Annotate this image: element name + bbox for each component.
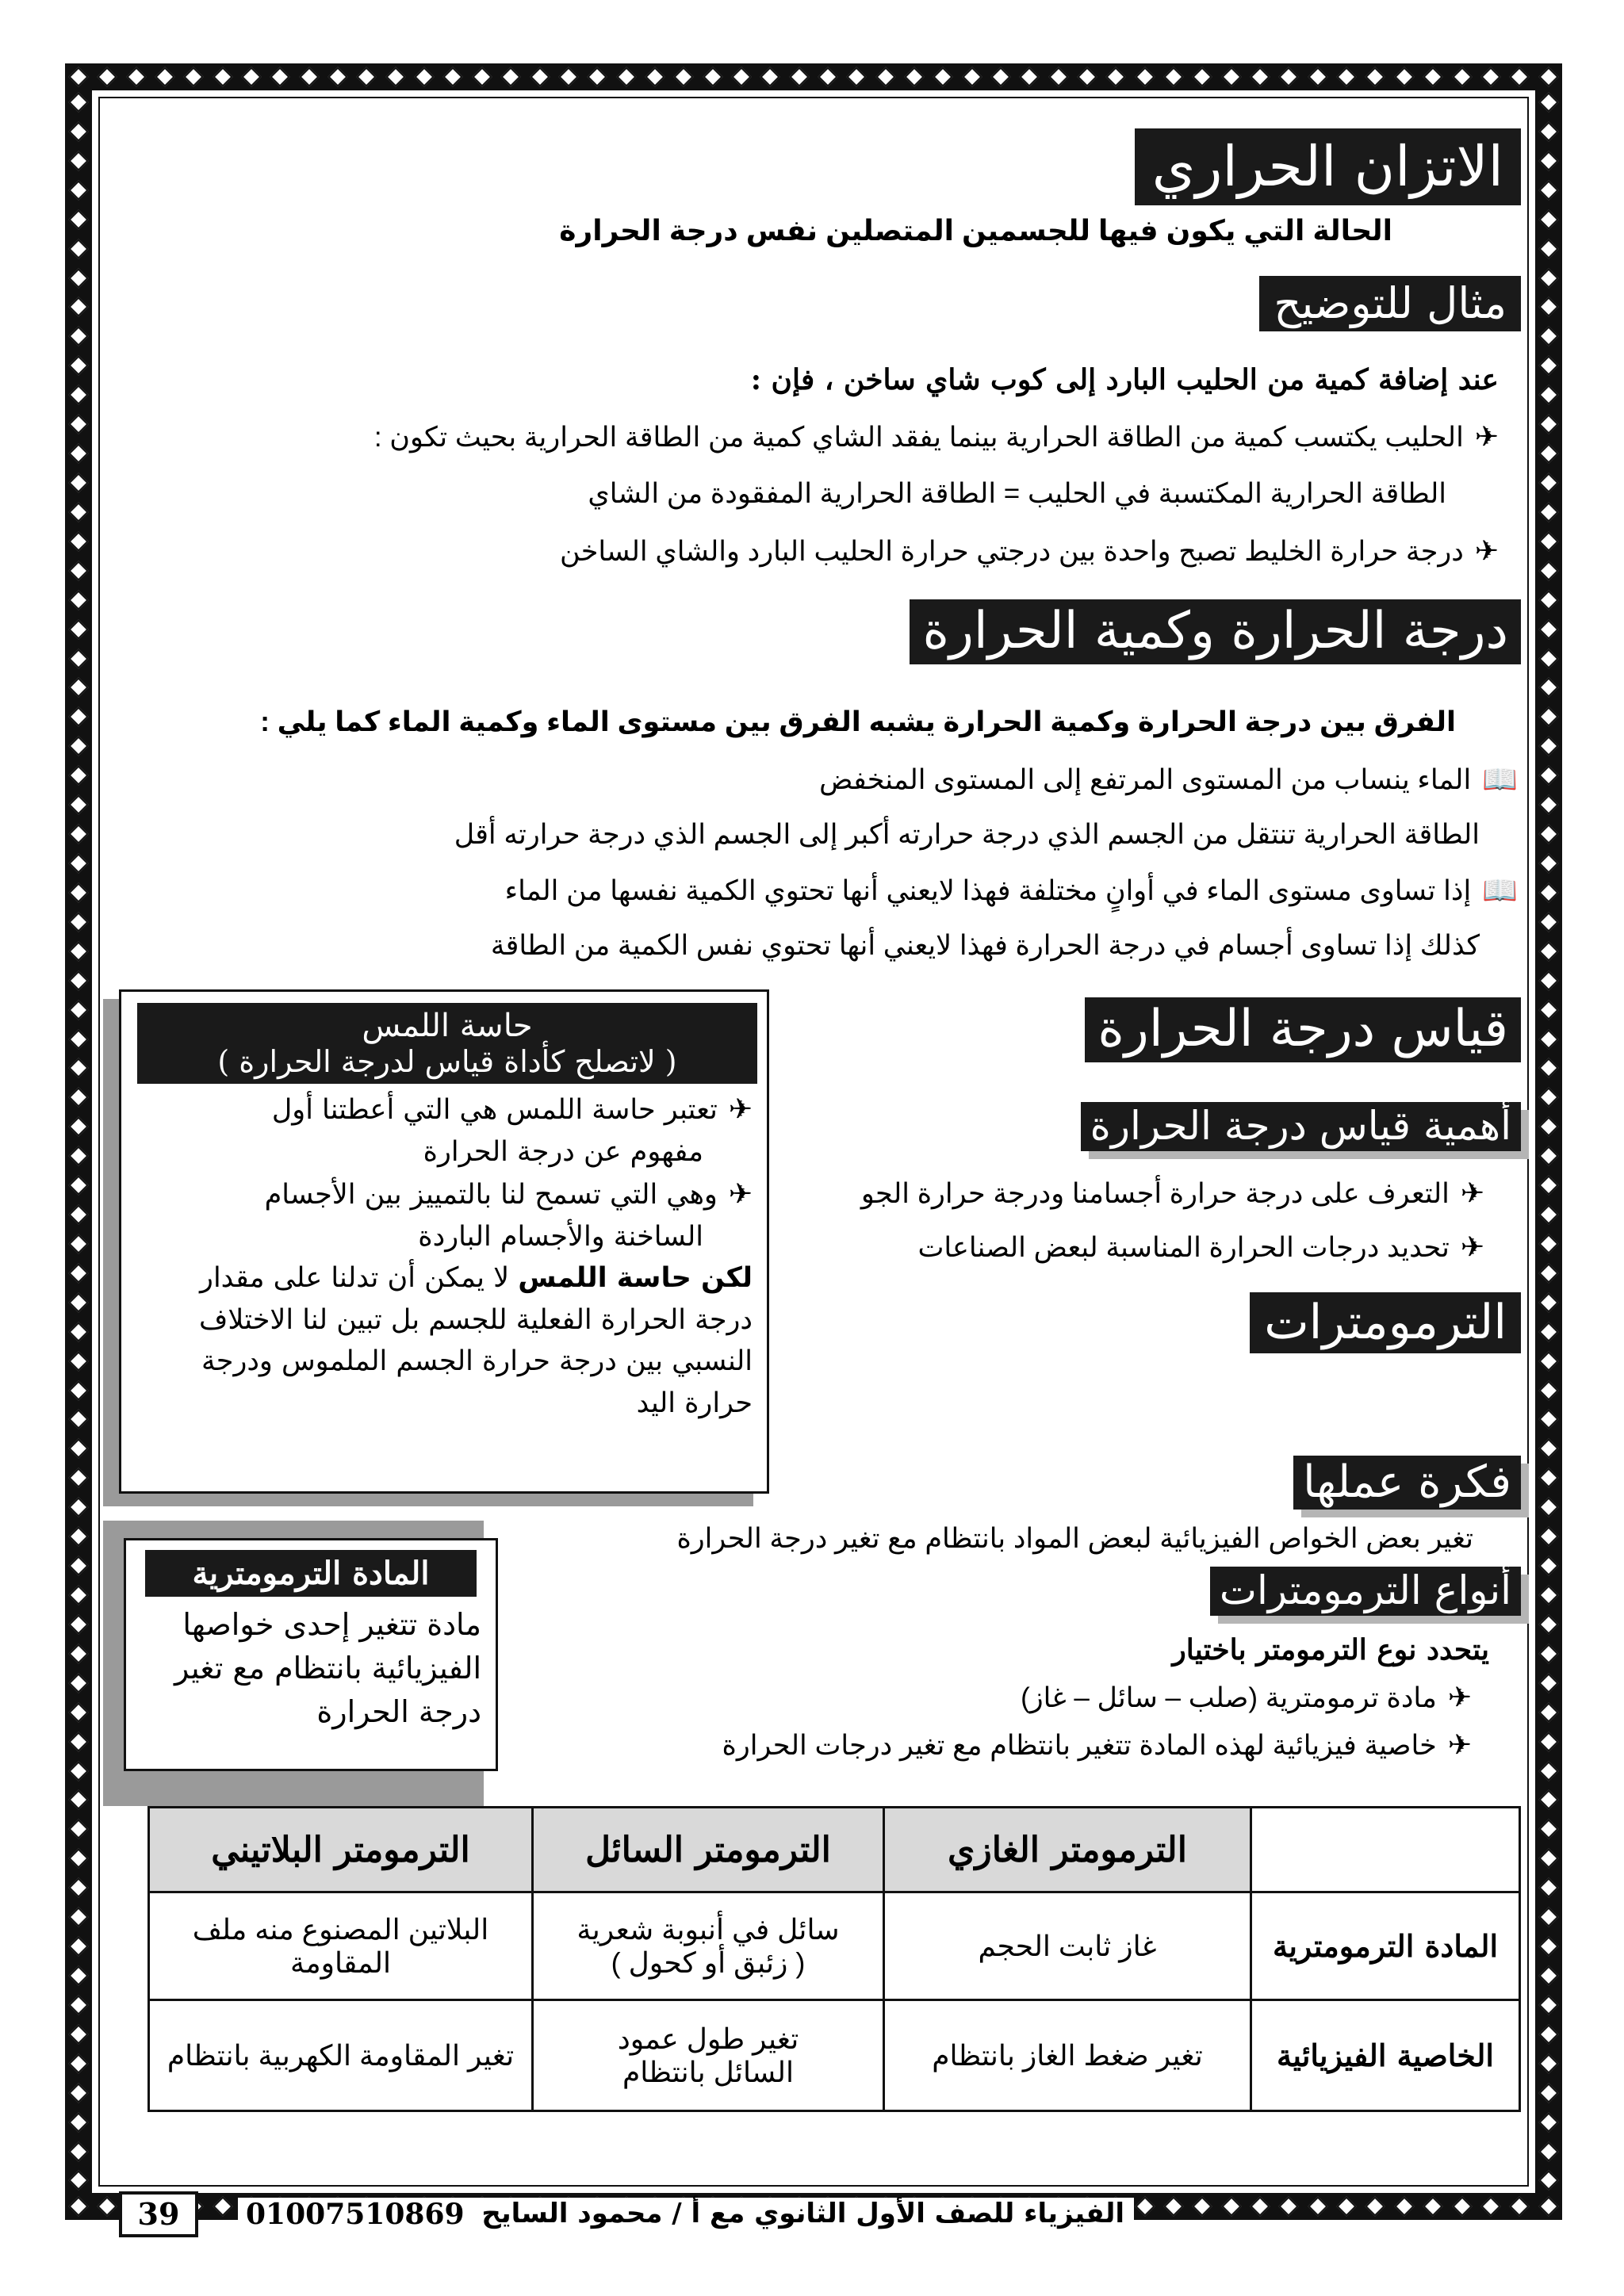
- border-diamond: [1538, 297, 1558, 317]
- border-diamond: [443, 67, 463, 86]
- table-header-platinum: الترمومتر البلاتيني: [149, 1808, 533, 1892]
- table-row-label: الخاصية الفيزيائية: [1251, 2000, 1520, 2111]
- border-diamond: [1221, 67, 1241, 86]
- border-diamond: [1538, 824, 1558, 844]
- heading-thermometers: الترمومترات: [1250, 1292, 1521, 1353]
- border-diamond: [68, 1468, 88, 1488]
- border-diamond: [68, 1146, 88, 1165]
- border-diamond: [68, 707, 88, 727]
- border-diamond: [1250, 2196, 1270, 2216]
- border-diamond: [1538, 590, 1558, 610]
- border-diamond: [1538, 1849, 1558, 1869]
- border-diamond: [68, 590, 88, 610]
- border-diamond: [68, 824, 88, 844]
- border-diamond: [1538, 92, 1558, 112]
- heading-thermometer-types: أنواع الترمومترات: [1210, 1567, 1521, 1616]
- thermometric-material-box: [124, 1538, 498, 1771]
- border-diamond: [1538, 1556, 1558, 1575]
- border-diamond: [1480, 2196, 1500, 2216]
- border-diamond: [68, 678, 88, 698]
- airplane-icon: ✈: [1474, 420, 1499, 453]
- border-diamond: [68, 1965, 88, 1985]
- border-diamond: [1538, 678, 1558, 698]
- border-diamond: [68, 1585, 88, 1605]
- border-diamond: [789, 67, 809, 86]
- border-diamond: [1538, 1820, 1558, 1839]
- airplane-icon: ✈: [1460, 1230, 1484, 1263]
- material-box-title: المادة الترمومترية: [145, 1550, 477, 1597]
- border-diamond: [1394, 2196, 1414, 2216]
- border-diamond: [1336, 67, 1356, 86]
- border-diamond: [68, 268, 88, 288]
- border-diamond: [1538, 209, 1558, 229]
- border-diamond: [68, 649, 88, 668]
- border-diamond: [1538, 1614, 1558, 1634]
- border-diamond: [1452, 2196, 1472, 2216]
- border-diamond: [241, 67, 261, 86]
- border-diamond: [68, 356, 88, 376]
- border-diamond: [1480, 67, 1500, 86]
- border-diamond: [68, 209, 88, 229]
- border-diamond: [1163, 2196, 1183, 2216]
- touch-item-2-cont: الساخنة والأجسام الباردة: [418, 1220, 703, 1253]
- temp-heat-point-1-cont: الطاقة الحرارية تنتقل من الجسم الذي درجة حرارته أكبر إلى الجسم الذي درجة حرارته أقل: [454, 819, 1480, 850]
- border-diamond: [68, 1702, 88, 1722]
- border-diamond: [68, 1526, 88, 1546]
- border-diamond: [68, 1820, 88, 1839]
- border-diamond: [673, 67, 693, 86]
- border-diamond: [1538, 356, 1558, 376]
- border-diamond: [1279, 67, 1299, 86]
- border-diamond: [68, 765, 88, 785]
- border-diamond: [818, 67, 837, 86]
- border-diamond: [68, 121, 88, 141]
- border-diamond: [68, 561, 88, 580]
- table-cell: تغير طول عمود السائل بانتظام: [533, 2000, 884, 2111]
- border-diamond: [1538, 1790, 1558, 1810]
- example-intro: عند إضافة كمية من الحليب البارد إلى كوب شاي ساخن ، فإن :: [750, 363, 1499, 396]
- page-content: [103, 103, 1521, 2188]
- border-diamond: [1538, 853, 1558, 873]
- border-diamond: [1538, 649, 1558, 668]
- border-diamond: [990, 67, 1010, 86]
- border-diamond: [1423, 2196, 1442, 2216]
- border-diamond: [213, 67, 232, 86]
- border-diamond: [1538, 180, 1558, 200]
- border-diamond: [500, 67, 520, 86]
- border-diamond: [1538, 1322, 1558, 1341]
- thermometer-choice-1: ✈مادة ترمومترية (صلب – سائل – غاز): [1021, 1679, 1472, 1716]
- border-diamond: [68, 473, 88, 492]
- border-diamond: [1538, 385, 1558, 404]
- footer: [103, 2195, 1134, 2242]
- border-diamond: [68, 1498, 88, 1517]
- heading-temp-heat: درجة الحرارة وكمية الحرارة: [910, 599, 1521, 664]
- border-diamond: [616, 67, 636, 86]
- border-diamond: [1221, 2196, 1241, 2216]
- border-diamond: [68, 1849, 88, 1869]
- border-diamond: [68, 327, 88, 346]
- material-line-1: مادة تتغير إحدى خواصها: [182, 1607, 481, 1642]
- airplane-icon: ✈: [728, 1093, 753, 1126]
- border-diamond: [155, 67, 174, 86]
- border-diamond: [68, 2196, 88, 2216]
- table-cell: تغير ضغط الغاز بانتظام: [884, 2000, 1251, 2111]
- border-diamond: [1365, 2196, 1385, 2216]
- border-diamond: [731, 67, 751, 86]
- border-diamond: [68, 414, 88, 434]
- table-cell: البلاتين المصنوع منه ملف المقاومة: [149, 1892, 533, 2000]
- border-diamond: [1538, 1995, 1558, 2015]
- touch-note-4: حرارة اليد: [636, 1387, 753, 1419]
- border-diamond: [68, 2053, 88, 2073]
- border-diamond: [1538, 1702, 1558, 1722]
- border-diamond: [1538, 1204, 1558, 1224]
- touch-item-1: ✈تعتبر حاسة اللمس هي التي أعطتنا أول: [139, 1089, 753, 1131]
- border-diamond: [1538, 1526, 1558, 1546]
- border-diamond: [1538, 1410, 1558, 1429]
- border-diamond: [1538, 2024, 1558, 2044]
- border-diamond: [68, 1995, 88, 2015]
- border-diamond: [1538, 2083, 1558, 2103]
- border-diamond: [1452, 67, 1472, 86]
- border-diamond: [1193, 67, 1212, 86]
- border-diamond: [68, 970, 88, 990]
- border-diamond: [1106, 67, 1126, 86]
- border-diamond: [1538, 327, 1558, 346]
- border-diamond: [1538, 1029, 1558, 1049]
- book-icon: 📖: [1482, 763, 1518, 795]
- border-diamond: [472, 67, 492, 86]
- border-diamond: [1048, 67, 1068, 86]
- border-diamond: [1538, 882, 1558, 902]
- border-diamond: [68, 1292, 88, 1312]
- touch-item-2: ✈وهي التي تسمح لنا بالتمييز بين الأجسام: [139, 1173, 753, 1216]
- border-diamond: [68, 180, 88, 200]
- material-line-2: الفيزيائية بانتظام مع تغير: [174, 1651, 481, 1686]
- border-diamond: [1538, 1263, 1558, 1283]
- border-diamond: [1538, 1117, 1558, 1137]
- touch-sense-box: [119, 989, 769, 1494]
- border-diamond: [68, 853, 88, 873]
- border-diamond: [68, 737, 88, 756]
- airplane-icon: ✈: [1460, 1177, 1484, 1209]
- border-diamond: [1538, 737, 1558, 756]
- thermometer-choice-2: ✈خاصية فيزيائية لهذه المادة تتغير بانتظام مع تغير درجات الحرارة: [722, 1727, 1472, 1764]
- heading-importance: أهمية قياس درجة الحرارة: [1081, 1102, 1521, 1151]
- border-diamond: [587, 67, 607, 86]
- temp-heat-point-2-cont: كذلك إذا تساوى أجسام في درجة الحرارة فهذا لايعني أنها تحتوي نفس الكمية من الطاقة: [490, 930, 1480, 961]
- border-diamond: [645, 67, 665, 86]
- heading-measure-temp: قياس درجة الحرارة: [1085, 997, 1521, 1062]
- border-diamond: [98, 67, 117, 86]
- border-diamond: [1538, 531, 1558, 551]
- touch-note: لكن حاسة اللمس لا يمكن أن تدلنا على مقدار: [200, 1262, 753, 1294]
- temp-heat-point-1: 📖الماء ينساب من المستوى المرتفع إلى المستوى المنخفض: [819, 761, 1518, 798]
- border-diamond: [68, 2171, 88, 2191]
- thermometer-choice-title: يتحدد نوع الترمومتر باختيار: [1172, 1633, 1489, 1667]
- border-diamond: [1538, 1498, 1558, 1517]
- border-diamond: [68, 1000, 88, 1020]
- border-diamond: [68, 1439, 88, 1459]
- border-diamond: [1538, 268, 1558, 288]
- border-diamond: [1163, 67, 1183, 86]
- border-diamond: [1538, 2171, 1558, 2191]
- border-diamond: [1538, 151, 1558, 170]
- border-diamond: [1538, 121, 1558, 141]
- border-diamond: [68, 619, 88, 639]
- border-diamond: [68, 1204, 88, 1224]
- border-diamond: [68, 1761, 88, 1781]
- border-diamond: [68, 1175, 88, 1195]
- material-line-3: درجة الحرارة: [316, 1694, 481, 1730]
- border-diamond: [1538, 1965, 1558, 1985]
- heading-working-idea: فكرة عملها: [1293, 1456, 1521, 1510]
- importance-item-2: ✈تحديد درجات الحرارة المناسبة لبعض الصناعات: [917, 1229, 1484, 1266]
- border-diamond: [68, 1117, 88, 1137]
- touch-box-title: حاسة اللمس ( لاتصلح كأداة قياس لدرجة الحرارة ): [137, 1003, 757, 1084]
- border-diamond: [1423, 67, 1442, 86]
- border-diamond: [68, 1234, 88, 1253]
- table-header-empty: [1251, 1808, 1520, 1892]
- border-diamond: [68, 239, 88, 258]
- border-diamond: [68, 882, 88, 902]
- border-diamond: [68, 2024, 88, 2044]
- example-bullet-1-cont: الطاقة الحرارية المكتسبة في الحليب = الطاقة الحرارية المفقودة من الشاي: [588, 478, 1446, 509]
- border-diamond: [1538, 1292, 1558, 1312]
- definition-thermal-equilibrium: الحالة التي يكون فيها للجسمين المتصلين نفس درجة الحرارة: [559, 214, 1392, 247]
- border-diamond: [1020, 67, 1040, 86]
- border-diamond: [68, 385, 88, 404]
- touch-item-1-cont: مفهوم عن درجة الحرارة: [423, 1136, 703, 1168]
- border-diamond: [904, 67, 924, 86]
- border-diamond: [1308, 2196, 1327, 2216]
- border-diamond: [68, 92, 88, 112]
- border-diamond: [68, 1322, 88, 1341]
- border-diamond: [1538, 502, 1558, 522]
- border-diamond: [414, 67, 434, 86]
- border-diamond: [1538, 1468, 1558, 1488]
- border-diamond: [875, 67, 895, 86]
- border-diamond: [1538, 67, 1558, 86]
- border-diamond: [1538, 1585, 1558, 1605]
- border-diamond: [1077, 67, 1097, 86]
- airplane-icon: ✈: [1474, 534, 1499, 567]
- table-row: [149, 1892, 1520, 2000]
- border-diamond: [962, 67, 982, 86]
- border-diamond: [357, 67, 377, 86]
- border-diamond: [1538, 765, 1558, 785]
- border-diamond: [385, 67, 405, 86]
- border-diamond: [1538, 1673, 1558, 1693]
- border-diamond: [1538, 239, 1558, 258]
- table-row-label: المادة الترمومترية: [1251, 1892, 1520, 2000]
- border-diamond: [1538, 619, 1558, 639]
- border-diamond: [68, 297, 88, 317]
- border-diamond: [1538, 970, 1558, 990]
- border-diamond: [1538, 1351, 1558, 1371]
- border-diamond: [847, 67, 867, 86]
- table-cell: سائل في أنبوبة شعرية ( زئبق أو كحول ): [533, 1892, 884, 2000]
- border-diamond: [1538, 1761, 1558, 1781]
- example-bullet-1: ✈الحليب يكتسب كمية من الطاقة الحرارية بينما يفقد الشاي كمية من الطاقة الحرارية بحيث تكون :: [374, 419, 1499, 456]
- border-diamond: [68, 151, 88, 170]
- border-diamond: [933, 67, 953, 86]
- border-diamond: [327, 67, 347, 86]
- table-cell: تغير المقاومة الكهربية بانتظام: [149, 2000, 533, 2111]
- border-diamond: [68, 1058, 88, 1078]
- border-diamond: [270, 67, 290, 86]
- border-diamond: [760, 67, 780, 86]
- page-number: 39: [119, 2191, 198, 2237]
- border-diamond: [1538, 1175, 1558, 1195]
- airplane-icon: ✈: [1447, 1681, 1472, 1713]
- table-header-row: [149, 1808, 1520, 1892]
- airplane-icon: ✈: [728, 1177, 753, 1211]
- touch-note-2: درجة الحرارة الفعلية للجسم بل تبين لنا الاختلاف: [199, 1303, 753, 1336]
- border-diamond: [68, 941, 88, 961]
- border-diamond: [1509, 2196, 1529, 2216]
- border-diamond: [1279, 2196, 1299, 2216]
- border-diamond: [68, 912, 88, 932]
- border-diamond: [68, 1673, 88, 1693]
- border-diamond: [68, 1380, 88, 1400]
- border-diamond: [530, 67, 550, 86]
- border-diamond: [1538, 1907, 1558, 1927]
- border-diamond: [68, 1351, 88, 1371]
- border-diamond: [1538, 443, 1558, 463]
- border-diamond: [1394, 67, 1414, 86]
- table-header-gas: الترمومتر الغازي: [884, 1808, 1251, 1892]
- border-diamond: [68, 1878, 88, 1898]
- border-diamond: [1538, 1380, 1558, 1400]
- border-diamond: [1538, 794, 1558, 814]
- working-idea-text: تغير بعض الخواص الفيزيائية لبعض المواد بانتظام مع تغير درجة الحرارة: [676, 1523, 1473, 1554]
- footer-author-text: الفيزياء للصف الأول الثانوي مع أ / محمود السايح: [472, 2198, 1134, 2229]
- border-diamond: [68, 531, 88, 551]
- border-diamond: [1538, 2112, 1558, 2132]
- border-diamond: [1538, 1000, 1558, 1020]
- border-diamond: [68, 1263, 88, 1283]
- border-diamond: [68, 1029, 88, 1049]
- border-diamond: [68, 1088, 88, 1108]
- border-diamond: [68, 1410, 88, 1429]
- table-row: [149, 2000, 1520, 2111]
- border-diamond: [68, 443, 88, 463]
- border-diamond: [1538, 707, 1558, 727]
- border-diamond: [1538, 941, 1558, 961]
- border-diamonds-top: [71, 63, 1556, 90]
- temp-heat-intro: الفرق بين درجة الحرارة وكمية الحرارة يشبه الفرق بين مستوى الماء وكمية الماء كما يلي :: [260, 706, 1456, 737]
- border-diamond: [558, 67, 578, 86]
- footer-phone: 01007510869: [238, 2198, 473, 2231]
- border-diamond: [1538, 1644, 1558, 1663]
- border-diamond: [1538, 473, 1558, 492]
- border-diamond: [68, 2083, 88, 2103]
- border-diamond: [184, 67, 204, 86]
- example-bullet-2: ✈درجة حرارة الخليط تصبح واحدة بين درجتي حرارة الحليب البارد والشاي الساخن: [560, 533, 1499, 570]
- heading-thermal-equilibrium: الاتزان الحراري: [1135, 128, 1521, 205]
- border-diamond: [1135, 67, 1155, 86]
- border-diamond: [1538, 1234, 1558, 1253]
- heading-example: مثال للتوضيح: [1259, 276, 1521, 331]
- border-diamond: [68, 2112, 88, 2132]
- border-diamond: [1538, 1936, 1558, 1956]
- border-diamonds-left: [65, 95, 92, 2188]
- border-diamond: [1538, 1732, 1558, 1751]
- border-diamond: [68, 794, 88, 814]
- border-diamond: [1538, 1146, 1558, 1165]
- border-diamond: [68, 1556, 88, 1575]
- border-diamond: [68, 1614, 88, 1634]
- border-diamond: [1538, 1878, 1558, 1898]
- border-diamond: [1336, 2196, 1356, 2216]
- border-diamond: [68, 67, 88, 86]
- table-cell: غاز ثابت الحجم: [884, 1892, 1251, 2000]
- border-diamond: [1538, 2053, 1558, 2073]
- border-diamond: [703, 67, 722, 86]
- border-diamond: [1538, 912, 1558, 932]
- border-diamond: [1538, 1058, 1558, 1078]
- border-diamond: [68, 1907, 88, 1927]
- book-icon: 📖: [1482, 874, 1518, 906]
- border-diamond: [1538, 2196, 1558, 2216]
- touch-note-3: النسبي بين درجة حرارة الجسم الملموس ودرجة: [201, 1345, 753, 1377]
- border-diamond: [1538, 2141, 1558, 2161]
- border-diamond: [1538, 414, 1558, 434]
- border-diamond: [1250, 67, 1270, 86]
- border-diamond: [68, 1732, 88, 1751]
- border-diamond: [1135, 2196, 1155, 2216]
- border-diamond: [68, 502, 88, 522]
- border-diamonds-right: [1535, 95, 1562, 2188]
- border-diamond: [68, 1644, 88, 1663]
- border-diamond: [299, 67, 319, 86]
- border-diamond: [1193, 2196, 1212, 2216]
- border-diamond: [1365, 67, 1385, 86]
- border-diamond: [68, 1936, 88, 1956]
- importance-item-1: ✈التعرف على درجة حرارة أجسامنا ودرجة حرارة الجو: [861, 1175, 1484, 1212]
- border-diamond: [68, 1790, 88, 1810]
- table-header-liquid: الترمومتر السائل: [533, 1808, 884, 1892]
- border-diamond: [1538, 561, 1558, 580]
- thermometer-table: [147, 1806, 1521, 2112]
- border-diamond: [1538, 1439, 1558, 1459]
- airplane-icon: ✈: [1447, 1728, 1472, 1761]
- border-diamond: [126, 67, 146, 86]
- border-diamond: [68, 2141, 88, 2161]
- border-diamond: [1538, 1088, 1558, 1108]
- border-diamond: [1308, 67, 1327, 86]
- temp-heat-point-2: 📖إذا تساوى مستوى الماء في أوانٍ مختلفة فهذا لايعني أنها تحتوي الكمية نفسها من الماء: [505, 872, 1518, 909]
- border-diamond: [1509, 67, 1529, 86]
